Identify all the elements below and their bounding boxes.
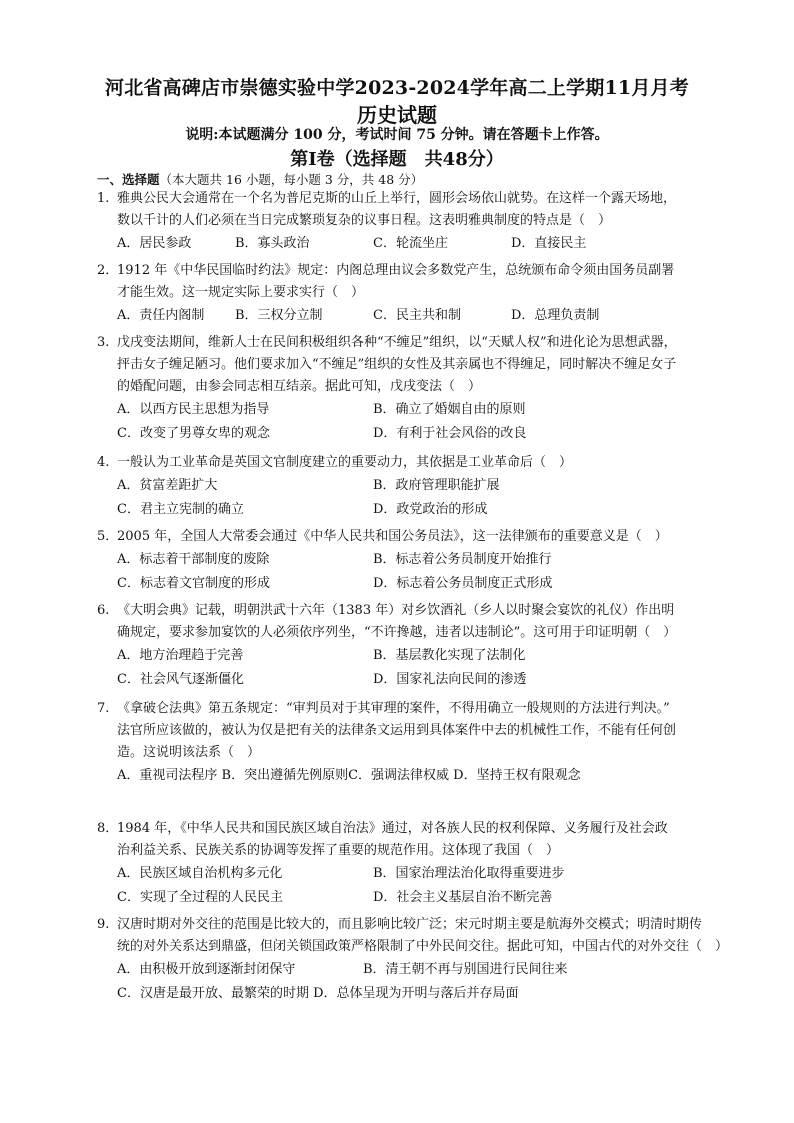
option-a: A．责任内阁制 [117, 308, 205, 323]
options-row [97, 474, 727, 498]
option-b: B．国家治理法治化取得重要进步 [373, 866, 565, 881]
option-c: C．君主立宪制的确立 [117, 502, 244, 517]
question-text: 造。这说明该法系（ ） [117, 745, 261, 760]
option-c: C．改变了男尊女卑的观念 [117, 426, 270, 441]
question-3 [97, 332, 727, 446]
question-4 [97, 452, 727, 522]
options-abcd: A．重视司法程序 B．突出遵循先例原则C．强调法律权威 D．坚持王权有限观念 [117, 768, 581, 783]
part-heading: 第Ⅰ卷（选择题 共48分） [290, 149, 504, 170]
question-number: 8． [97, 821, 119, 836]
question-text: 雅典公民大会通常在一个名为普尼克斯的山丘上举行，圆形会场依山就势。在这样一个露天场地， [117, 191, 677, 206]
option-d: D．直接民主 [511, 236, 587, 251]
question-text: 1984 年，《中华人民共和国民族区域自治法》通过，对各族人民的权利保障、义务履行及社会政 [117, 821, 668, 836]
question-text: 《拿破仑法典》第五条规定：“审判员对于其审理的案件，不得用确立一般规则的方法进行判决。” [117, 701, 670, 716]
question-text: 数以千计的人们必须在当日完成繁琐复杂的议事日程。这表明雅典制度的特点是（ ） [117, 213, 612, 228]
question-text: 治利益关系、民族关系的协调等发挥了重要的规范作用。这体现了我国（ ） [117, 843, 560, 858]
option-d: D．总理负责制 [511, 308, 600, 323]
option-a: A．地方治理趋于完善 [117, 648, 244, 663]
question-text: 法官所应该做的，被认为仅是把有关的法律条文运用到具体案件中去的机械性工作，不能有任何创 [117, 723, 677, 738]
question-text: 一般认为工业革命是英国文官制度建立的重要动力，其依据是工业革命后（ ） [117, 455, 573, 470]
options-cd: C．汉唐是最开放、最繁荣的时期 D．总体呈现为开明与落后并存局面 [117, 986, 519, 1001]
options-row [97, 668, 727, 692]
option-c: C．实现了全过程的人民民主 [117, 890, 283, 905]
options-row [97, 498, 727, 522]
option-b: B．基层教化实现了法制化 [373, 648, 526, 663]
option-a: A．以西方民主思想为指导 [117, 402, 270, 417]
options-row [97, 982, 727, 1006]
question-text: 戊戌变法期间，维新人士在民间积极组织各种“不缠足”组织，以“天赋人权”和进化论为思想武器， [117, 335, 677, 350]
question-7 [97, 698, 727, 788]
option-b: B．三权分立制 [235, 308, 323, 323]
question-text: 汉唐时期对外交往的范围是比较大的，而且影响比较广泛；宋元时期主要是航海外交模式；明清时期传 [117, 917, 703, 932]
question-text: 2005 年，全国人大常委会通过《中华人民共和国公务员法》，这一法律颁布的重要意义是（ ） [117, 529, 668, 544]
option-d: D．国家礼法向民间的渗透 [373, 672, 527, 687]
question-5 [97, 526, 727, 596]
question-text: 1912 年《中华民国临时约法》规定：内阁总理由议会多数党产生，总统颁布命令须由国务员副署 [117, 263, 675, 278]
option-a: A．由积极开放到逐渐封闭保守 [117, 962, 296, 977]
option-b: B．政府管理职能扩展 [373, 478, 500, 493]
option-b: B．寡头政治 [235, 236, 310, 251]
options-row [97, 304, 727, 328]
question-1 [97, 188, 727, 256]
options-row [97, 886, 727, 910]
question-text: 抨击女子缠足陋习。他们要求加入“不缠足”组织的女性及其亲属也不得缠足，同时解决不缠足女子 [117, 357, 677, 372]
section-label: 一、选择题 [97, 172, 160, 187]
options-row [97, 958, 727, 982]
question-number: 1. [97, 191, 110, 206]
option-a: A．贫富差距扩大 [117, 478, 218, 493]
exam-title: 河北省高碑店市崇德实验中学2023-2024学年高二上学期11月月考 [105, 77, 689, 99]
option-d: D．政党政治的形成 [373, 502, 488, 517]
question-text: 的婚配问题，由参会同志相互结亲。据此可知，戊戌变法（ ） [117, 379, 482, 394]
options-row [97, 644, 727, 668]
question-9 [97, 914, 727, 1006]
option-b: B．确立了婚姻自由的原则 [373, 402, 526, 417]
question-text: 才能生效。这一规定实际上要求实行（ ） [117, 285, 365, 300]
exam-note: 说明:本试题满分 100 分，考试时间 75 分钟。请在答题卡上作答。 [185, 127, 609, 143]
question-text: 统的对外关系达到鼎盛，但闭关锁国政策严格限制了中外民间交往。据此可知，中国古代的对外交往（ ） [117, 939, 729, 954]
question-number: 7. [97, 701, 110, 716]
question-number: 4. [97, 455, 110, 470]
section-heading [97, 170, 423, 188]
option-c: C．轮流坐庄 [373, 236, 448, 251]
question-6 [97, 600, 727, 692]
options-row [97, 232, 727, 256]
option-a: A．民族区域自治机构多元化 [117, 866, 283, 881]
option-b: B．标志着公务员制度开始推行 [373, 552, 552, 567]
option-a: A．标志着干部制度的废除 [117, 552, 270, 567]
option-d: D．标志着公务员制度正式形成 [373, 576, 553, 591]
option-c: C．标志着文官制度的形成 [117, 576, 270, 591]
option-c: C．民主共和制 [373, 308, 461, 323]
option-b: B．清王朝不再与别国进行民间往来 [363, 962, 568, 977]
options-row [97, 548, 727, 572]
option-c: C．社会风气逐渐僵化 [117, 672, 244, 687]
option-d: D．社会主义基层自治不断完善 [373, 890, 553, 905]
question-number: 6. [97, 603, 110, 618]
question-number: 9. [97, 917, 110, 932]
options-row [97, 422, 727, 446]
options-row [97, 862, 727, 886]
option-a: A．居民参政 [117, 236, 192, 251]
question-number: 2． [97, 263, 119, 278]
options-row [97, 572, 727, 596]
exam-subtitle: 历史试题 [357, 103, 437, 127]
question-text: 《大明会典》记载，明朝洪武十六年（1383 年）对乡饮酒礼（乡人以时聚会宴饮的礼仪）作出明 [117, 603, 675, 618]
section-desc: （本大题共 16 小题，每小题 3 分，共 48 分） [159, 172, 424, 187]
question-8 [97, 818, 727, 910]
question-text: 确规定，要求参加宴饮的人必须依序列坐，“不许搀越，违者以违制论”。这可用于印证明朝（ ） [117, 625, 677, 640]
question-number: 3. [97, 335, 110, 350]
question-number: 5． [97, 529, 119, 544]
options-row [97, 764, 727, 788]
options-row [97, 398, 727, 422]
option-d: D．有利于社会风俗的改良 [373, 426, 527, 441]
question-2 [97, 260, 727, 328]
